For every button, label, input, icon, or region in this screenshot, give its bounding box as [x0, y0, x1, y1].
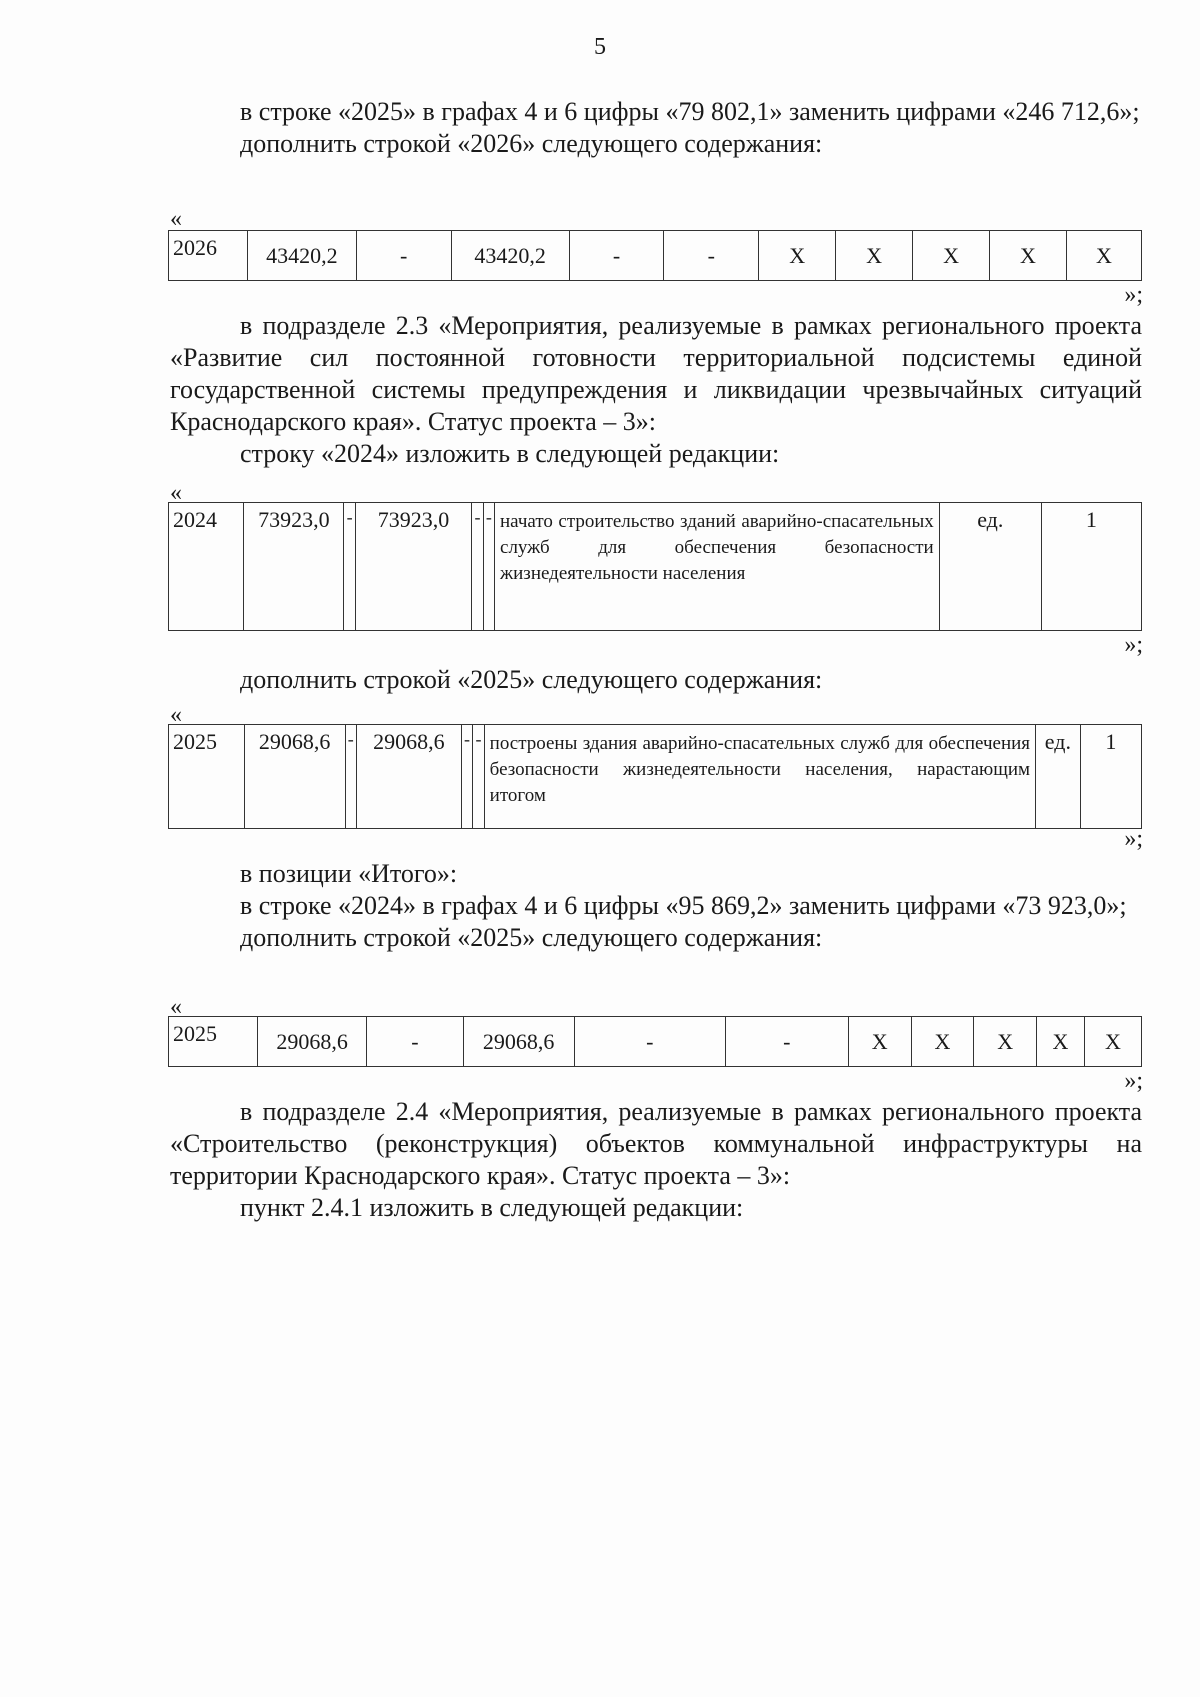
- close-quote-2: »;: [1124, 632, 1143, 658]
- paragraph-7: в строке «2024» в графах 4 и 6 цифры «95 869,2» заменить цифрами «73 923,0»;: [240, 891, 1127, 920]
- paragraph-4: строку «2024» изложить в следующей редакции:: [240, 439, 780, 468]
- cell-x: X: [759, 231, 836, 281]
- cell-value: 29068,6: [257, 1017, 366, 1067]
- table-row: [169, 231, 1142, 281]
- cell-x: X: [1084, 1017, 1141, 1067]
- paragraph-9-block: [170, 1096, 1142, 1224]
- cell-unit: ед.: [939, 503, 1041, 631]
- cell-value: 29068,6: [244, 725, 345, 829]
- paragraph-3: в подразделе 2.3 «Мероприятия, реализуемые в рамках регионального проекта «Развитие сил постоянной готовности территориальной подсистемы единой государственной системы предупреждения и ликвидации чрезвычайных ситуаций Краснодарского края». Статус проекта – 3»:: [170, 311, 1142, 436]
- cell-x: X: [1066, 231, 1141, 281]
- page-number: 5: [594, 34, 606, 60]
- cell-x: X: [989, 231, 1066, 281]
- cell-value: 29068,6: [463, 1017, 574, 1067]
- open-quote-2: «: [170, 480, 182, 506]
- cell-dash: -: [344, 503, 355, 631]
- open-quote-1: «: [170, 206, 182, 232]
- cell-dash: -: [367, 1017, 463, 1067]
- cell-year: 2025: [169, 725, 245, 829]
- cell-x: X: [911, 1017, 974, 1067]
- cell-dash: -: [574, 1017, 725, 1067]
- paragraph-6: в позиции «Итого»:: [240, 859, 458, 888]
- paragraph-1-block: [170, 96, 1142, 160]
- cell-dash: -: [483, 503, 494, 631]
- cell-unit: ед.: [1036, 725, 1081, 829]
- table-row: [169, 725, 1142, 829]
- open-quote-4: «: [170, 994, 182, 1020]
- cell-dash: -: [472, 503, 483, 631]
- cell-dash: -: [664, 231, 759, 281]
- cell-dash: -: [345, 725, 356, 829]
- paragraph-6-block: [170, 858, 1142, 954]
- table-2024-measure: [168, 502, 1142, 631]
- cell-year: 2026: [169, 231, 248, 281]
- table-row: [169, 1017, 1142, 1067]
- cell-dash: -: [473, 725, 484, 829]
- cell-value: 43420,2: [451, 231, 569, 281]
- cell-x: X: [1037, 1017, 1085, 1067]
- paragraph-9: в подразделе 2.4 «Мероприятия, реализуемые в рамках регионального проекта «Строительство (реконструкция) объектов коммунальной инфраструктуры на территории Краснодарского края». Статус проекта – 3»:: [170, 1097, 1142, 1190]
- cell-dash: -: [356, 231, 451, 281]
- close-quote-1: »;: [1124, 282, 1143, 308]
- cell-x: X: [913, 231, 990, 281]
- cell-dash: -: [569, 231, 664, 281]
- close-quote-4: »;: [1124, 1068, 1143, 1094]
- cell-description: начато строительство зданий аварийно-спасательных служб для обеспечения безопасности жизнедеятельности населения: [495, 503, 940, 631]
- table-2026: [168, 230, 1142, 281]
- table-row: [169, 503, 1142, 631]
- close-quote-3: »;: [1124, 826, 1143, 852]
- cell-value: 43420,2: [247, 231, 356, 281]
- paragraph-5-block: [170, 664, 1142, 696]
- open-quote-3: «: [170, 702, 182, 728]
- paragraph-8: дополнить строкой «2025» следующего содержания:: [240, 923, 823, 952]
- cell-quantity: 1: [1080, 725, 1141, 829]
- cell-x: X: [836, 231, 913, 281]
- cell-quantity: 1: [1041, 503, 1141, 631]
- cell-value: 73923,0: [244, 503, 344, 631]
- cell-value: 73923,0: [355, 503, 472, 631]
- paragraph-3-block: [170, 310, 1142, 470]
- paragraph-1: в строке «2025» в графах 4 и 6 цифры «79 802,1» заменить цифрами «246 712,6»;: [240, 97, 1140, 126]
- cell-description: построены здания аварийно-спасательных служб для обеспечения безопасности жизнедеятельности населения, нарастающим итогом: [484, 725, 1035, 829]
- cell-year: 2024: [169, 503, 244, 631]
- paragraph-5: дополнить строкой «2025» следующего содержания:: [240, 665, 823, 694]
- paragraph-2: дополнить строкой «2026» следующего содержания:: [240, 129, 823, 158]
- cell-value: 29068,6: [356, 725, 461, 829]
- cell-x: X: [848, 1017, 911, 1067]
- cell-dash: -: [461, 725, 472, 829]
- cell-year: 2025: [169, 1017, 258, 1067]
- table-2025-measure: [168, 724, 1142, 829]
- cell-x: X: [974, 1017, 1037, 1067]
- paragraph-10: пункт 2.4.1 изложить в следующей редакции:: [240, 1193, 744, 1222]
- cell-dash: -: [725, 1017, 848, 1067]
- table-itogo-2025: [168, 1016, 1142, 1067]
